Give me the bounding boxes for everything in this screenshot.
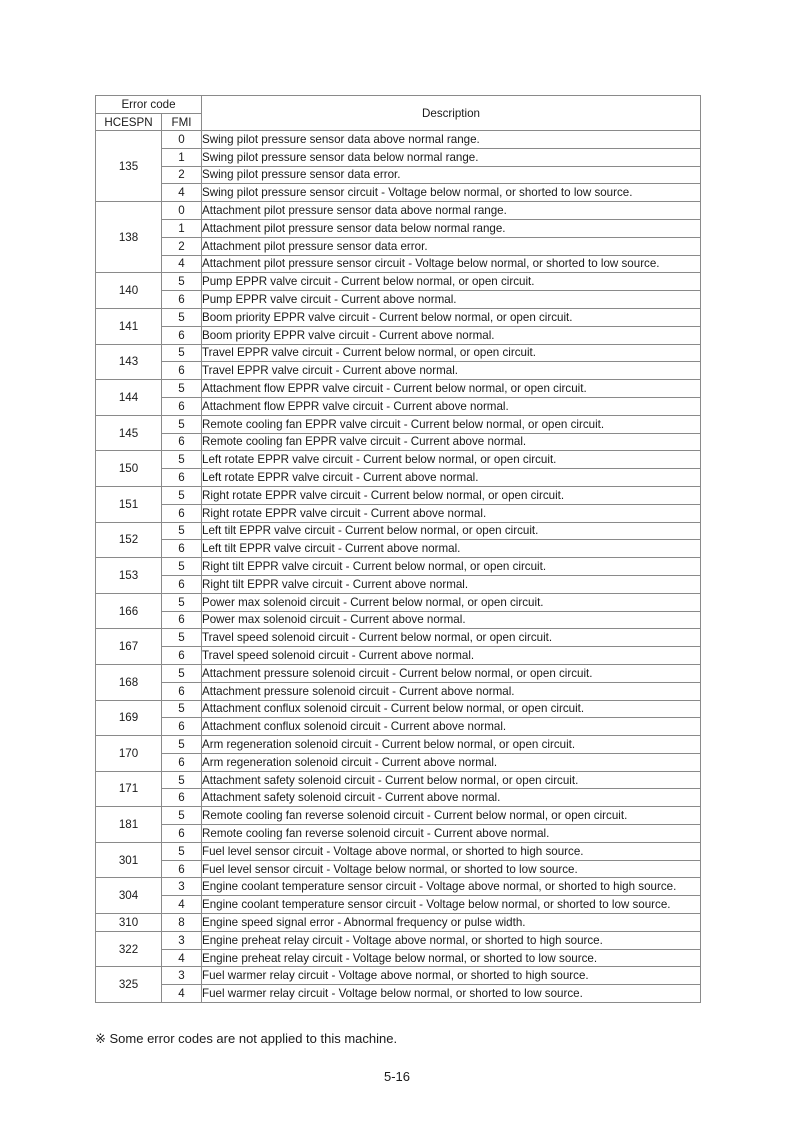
error-group — [96, 807, 701, 843]
description-cell: Remote cooling fan EPPR valve circuit - Current below normal, or open circuit. — [202, 415, 701, 433]
fmi-cell: 4 — [162, 184, 202, 202]
table-row — [96, 789, 701, 807]
table-row — [96, 148, 701, 166]
description-cell: Attachment pilot pressure sensor circuit - Voltage below normal, or shorted to low source. — [202, 255, 701, 273]
description-cell: Travel EPPR valve circuit - Current above normal. — [202, 362, 701, 380]
hcespn-cell: 143 — [96, 344, 162, 380]
error-group — [96, 700, 701, 736]
description-cell: Arm regeneration solenoid circuit - Current below normal, or open circuit. — [202, 736, 701, 754]
error-group — [96, 842, 701, 878]
description-cell: Attachment pilot pressure sensor data below normal range. — [202, 219, 701, 237]
description-cell: Engine coolant temperature sensor circuit - Voltage below normal, or shorted to low source. — [202, 896, 701, 914]
description-cell: Right rotate EPPR valve circuit - Current above normal. — [202, 504, 701, 522]
fmi-cell: 6 — [162, 397, 202, 415]
description-cell: Left rotate EPPR valve circuit - Current below normal, or open circuit. — [202, 451, 701, 469]
hcespn-cell: 170 — [96, 736, 162, 772]
description-cell: Attachment pilot pressure sensor data error. — [202, 237, 701, 255]
error-group — [96, 522, 701, 558]
error-code-header: Error code — [96, 96, 202, 114]
table-row — [96, 967, 701, 985]
description-cell: Left tilt EPPR valve circuit - Current below normal, or open circuit. — [202, 522, 701, 540]
table-row — [96, 273, 701, 291]
table-row — [96, 860, 701, 878]
fmi-cell: 5 — [162, 736, 202, 754]
fmi-cell: 6 — [162, 504, 202, 522]
error-group — [96, 664, 701, 700]
fmi-cell: 6 — [162, 469, 202, 487]
error-group — [96, 273, 701, 309]
table-row — [96, 575, 701, 593]
hcespn-header: HCESPN — [96, 114, 162, 131]
fmi-cell: 5 — [162, 344, 202, 362]
fmi-cell: 5 — [162, 629, 202, 647]
error-group — [96, 558, 701, 594]
fmi-cell: 6 — [162, 825, 202, 843]
fmi-cell: 6 — [162, 540, 202, 558]
table-row — [96, 842, 701, 860]
table-row — [96, 807, 701, 825]
table-row — [96, 433, 701, 451]
table-row — [96, 611, 701, 629]
description-cell: Engine preheat relay circuit - Voltage below normal, or shorted to low source. — [202, 949, 701, 967]
error-group — [96, 380, 701, 416]
table-row — [96, 291, 701, 309]
hcespn-cell: 301 — [96, 842, 162, 878]
table-row — [96, 184, 701, 202]
fmi-cell: 3 — [162, 931, 202, 949]
fmi-cell: 6 — [162, 753, 202, 771]
table-row — [96, 558, 701, 576]
hcespn-cell: 135 — [96, 131, 162, 202]
hcespn-cell: 167 — [96, 629, 162, 665]
hcespn-cell: 181 — [96, 807, 162, 843]
error-group — [96, 344, 701, 380]
hcespn-cell: 171 — [96, 771, 162, 807]
fmi-cell: 5 — [162, 842, 202, 860]
hcespn-cell: 144 — [96, 380, 162, 416]
error-group — [96, 736, 701, 772]
hcespn-cell: 141 — [96, 308, 162, 344]
description-cell: Boom priority EPPR valve circuit - Current below normal, or open circuit. — [202, 308, 701, 326]
fmi-cell: 5 — [162, 522, 202, 540]
description-cell: Pump EPPR valve circuit - Current above normal. — [202, 291, 701, 309]
table-row — [96, 522, 701, 540]
description-cell: Attachment conflux solenoid circuit - Current below normal, or open circuit. — [202, 700, 701, 718]
table-row — [96, 469, 701, 487]
fmi-cell: 6 — [162, 433, 202, 451]
fmi-cell: 6 — [162, 291, 202, 309]
table-row — [96, 664, 701, 682]
description-cell: Attachment flow EPPR valve circuit - Current below normal, or open circuit. — [202, 380, 701, 398]
description-cell: Remote cooling fan EPPR valve circuit - Current above normal. — [202, 433, 701, 451]
description-cell: Attachment safety solenoid circuit - Current above normal. — [202, 789, 701, 807]
table-row — [96, 647, 701, 665]
hcespn-cell: 138 — [96, 202, 162, 273]
table-row — [96, 237, 701, 255]
error-group — [96, 202, 701, 273]
hcespn-cell: 152 — [96, 522, 162, 558]
table-row — [96, 771, 701, 789]
hcespn-cell: 325 — [96, 967, 162, 1003]
fmi-cell: 5 — [162, 807, 202, 825]
description-cell: Fuel warmer relay circuit - Voltage above normal, or shorted to high source. — [202, 967, 701, 985]
fmi-cell: 1 — [162, 148, 202, 166]
error-group — [96, 914, 701, 932]
table-row — [96, 753, 701, 771]
description-cell: Engine speed signal error - Abnormal frequency or pulse width. — [202, 914, 701, 932]
fmi-cell: 5 — [162, 380, 202, 398]
description-cell: Right tilt EPPR valve circuit - Current above normal. — [202, 575, 701, 593]
table-row — [96, 825, 701, 843]
description-cell: Power max solenoid circuit - Current above normal. — [202, 611, 701, 629]
error-group — [96, 593, 701, 629]
description-cell: Power max solenoid circuit - Current below normal, or open circuit. — [202, 593, 701, 611]
table-row — [96, 397, 701, 415]
table-row — [96, 540, 701, 558]
description-cell: Swing pilot pressure sensor circuit - Voltage below normal, or shorted to low source. — [202, 184, 701, 202]
fmi-header: FMI — [162, 114, 202, 131]
hcespn-cell: 150 — [96, 451, 162, 487]
error-group — [96, 486, 701, 522]
description-cell: Attachment flow EPPR valve circuit - Current above normal. — [202, 397, 701, 415]
fmi-cell: 5 — [162, 308, 202, 326]
hcespn-cell: 304 — [96, 878, 162, 914]
description-header: Description — [202, 96, 701, 131]
table-row — [96, 255, 701, 273]
table-row — [96, 131, 701, 149]
hcespn-cell: 145 — [96, 415, 162, 451]
fmi-cell: 6 — [162, 789, 202, 807]
error-group — [96, 931, 701, 967]
table-row — [96, 166, 701, 184]
fmi-cell: 6 — [162, 860, 202, 878]
fmi-cell: 5 — [162, 415, 202, 433]
fmi-cell: 0 — [162, 202, 202, 220]
description-cell: Swing pilot pressure sensor data above normal range. — [202, 131, 701, 149]
error-group — [96, 451, 701, 487]
fmi-cell: 4 — [162, 255, 202, 273]
fmi-cell: 6 — [162, 682, 202, 700]
table-row — [96, 344, 701, 362]
hcespn-cell: 310 — [96, 914, 162, 932]
table-row — [96, 682, 701, 700]
description-cell: Boom priority EPPR valve circuit - Current above normal. — [202, 326, 701, 344]
fmi-cell: 0 — [162, 131, 202, 149]
fmi-cell: 6 — [162, 575, 202, 593]
table-row — [96, 949, 701, 967]
hcespn-cell: 140 — [96, 273, 162, 309]
description-cell: Left tilt EPPR valve circuit - Current above normal. — [202, 540, 701, 558]
fmi-cell: 6 — [162, 647, 202, 665]
description-cell: Remote cooling fan reverse solenoid circuit - Current below normal, or open circuit. — [202, 807, 701, 825]
table-row — [96, 629, 701, 647]
table-row — [96, 202, 701, 220]
description-cell: Attachment conflux solenoid circuit - Current above normal. — [202, 718, 701, 736]
fmi-cell: 5 — [162, 593, 202, 611]
footnote: ※ Some error codes are not applied to this machine. — [95, 1031, 398, 1046]
description-cell: Engine coolant temperature sensor circuit - Voltage above normal, or shorted to high source. — [202, 878, 701, 896]
table-row — [96, 308, 701, 326]
table-row — [96, 486, 701, 504]
fmi-cell: 2 — [162, 237, 202, 255]
table-row — [96, 380, 701, 398]
fmi-cell: 6 — [162, 362, 202, 380]
description-cell: Fuel level sensor circuit - Voltage above normal, or shorted to high source. — [202, 842, 701, 860]
fmi-cell: 6 — [162, 326, 202, 344]
fmi-cell: 1 — [162, 219, 202, 237]
description-cell: Attachment pressure solenoid circuit - Current below normal, or open circuit. — [202, 664, 701, 682]
fmi-cell: 5 — [162, 771, 202, 789]
fmi-cell: 5 — [162, 486, 202, 504]
description-cell: Attachment pilot pressure sensor data above normal range. — [202, 202, 701, 220]
description-cell: Attachment pressure solenoid circuit - Current above normal. — [202, 682, 701, 700]
description-cell: Swing pilot pressure sensor data below normal range. — [202, 148, 701, 166]
fmi-cell: 4 — [162, 949, 202, 967]
table-row — [96, 504, 701, 522]
error-group — [96, 629, 701, 665]
table-row — [96, 219, 701, 237]
hcespn-cell: 153 — [96, 558, 162, 594]
fmi-cell: 4 — [162, 985, 202, 1003]
fmi-cell: 3 — [162, 967, 202, 985]
description-cell: Swing pilot pressure sensor data error. — [202, 166, 701, 184]
fmi-cell: 5 — [162, 273, 202, 291]
error-group — [96, 878, 701, 914]
table-row — [96, 451, 701, 469]
description-cell: Travel EPPR valve circuit - Current below normal, or open circuit. — [202, 344, 701, 362]
error-code-table — [95, 95, 701, 1003]
fmi-cell: 4 — [162, 896, 202, 914]
description-cell: Pump EPPR valve circuit - Current below normal, or open circuit. — [202, 273, 701, 291]
table-row — [96, 718, 701, 736]
description-cell: Engine preheat relay circuit - Voltage above normal, or shorted to high source. — [202, 931, 701, 949]
fmi-cell: 5 — [162, 558, 202, 576]
page-number: 5-16 — [383, 1069, 411, 1084]
error-group — [96, 967, 701, 1003]
hcespn-cell: 322 — [96, 931, 162, 967]
fmi-cell: 6 — [162, 611, 202, 629]
description-cell: Travel speed solenoid circuit - Current below normal, or open circuit. — [202, 629, 701, 647]
fmi-cell: 5 — [162, 700, 202, 718]
fmi-cell: 6 — [162, 718, 202, 736]
fmi-cell: 8 — [162, 914, 202, 932]
table-row — [96, 326, 701, 344]
table-row — [96, 914, 701, 932]
table-row — [96, 878, 701, 896]
fmi-cell: 3 — [162, 878, 202, 896]
table-row — [96, 362, 701, 380]
fmi-cell: 5 — [162, 664, 202, 682]
table-row — [96, 896, 701, 914]
description-cell: Right tilt EPPR valve circuit - Current below normal, or open circuit. — [202, 558, 701, 576]
table-row — [96, 593, 701, 611]
hcespn-cell: 166 — [96, 593, 162, 629]
fmi-cell: 5 — [162, 451, 202, 469]
description-cell: Attachment safety solenoid circuit - Current below normal, or open circuit. — [202, 771, 701, 789]
table-row — [96, 985, 701, 1003]
error-group — [96, 131, 701, 202]
hcespn-cell: 151 — [96, 486, 162, 522]
error-group — [96, 308, 701, 344]
hcespn-cell: 169 — [96, 700, 162, 736]
error-group — [96, 771, 701, 807]
hcespn-cell: 168 — [96, 664, 162, 700]
description-cell: Travel speed solenoid circuit - Current above normal. — [202, 647, 701, 665]
table-row — [96, 415, 701, 433]
table-row — [96, 736, 701, 754]
description-cell: Remote cooling fan reverse solenoid circuit - Current above normal. — [202, 825, 701, 843]
description-cell: Fuel warmer relay circuit - Voltage below normal, or shorted to low source. — [202, 985, 701, 1003]
description-cell: Left rotate EPPR valve circuit - Current above normal. — [202, 469, 701, 487]
description-cell: Right rotate EPPR valve circuit - Current below normal, or open circuit. — [202, 486, 701, 504]
description-cell: Arm regeneration solenoid circuit - Current above normal. — [202, 753, 701, 771]
table-row — [96, 931, 701, 949]
error-group — [96, 415, 701, 451]
description-cell: Fuel level sensor circuit - Voltage below normal, or shorted to low source. — [202, 860, 701, 878]
table-row — [96, 700, 701, 718]
fmi-cell: 2 — [162, 166, 202, 184]
